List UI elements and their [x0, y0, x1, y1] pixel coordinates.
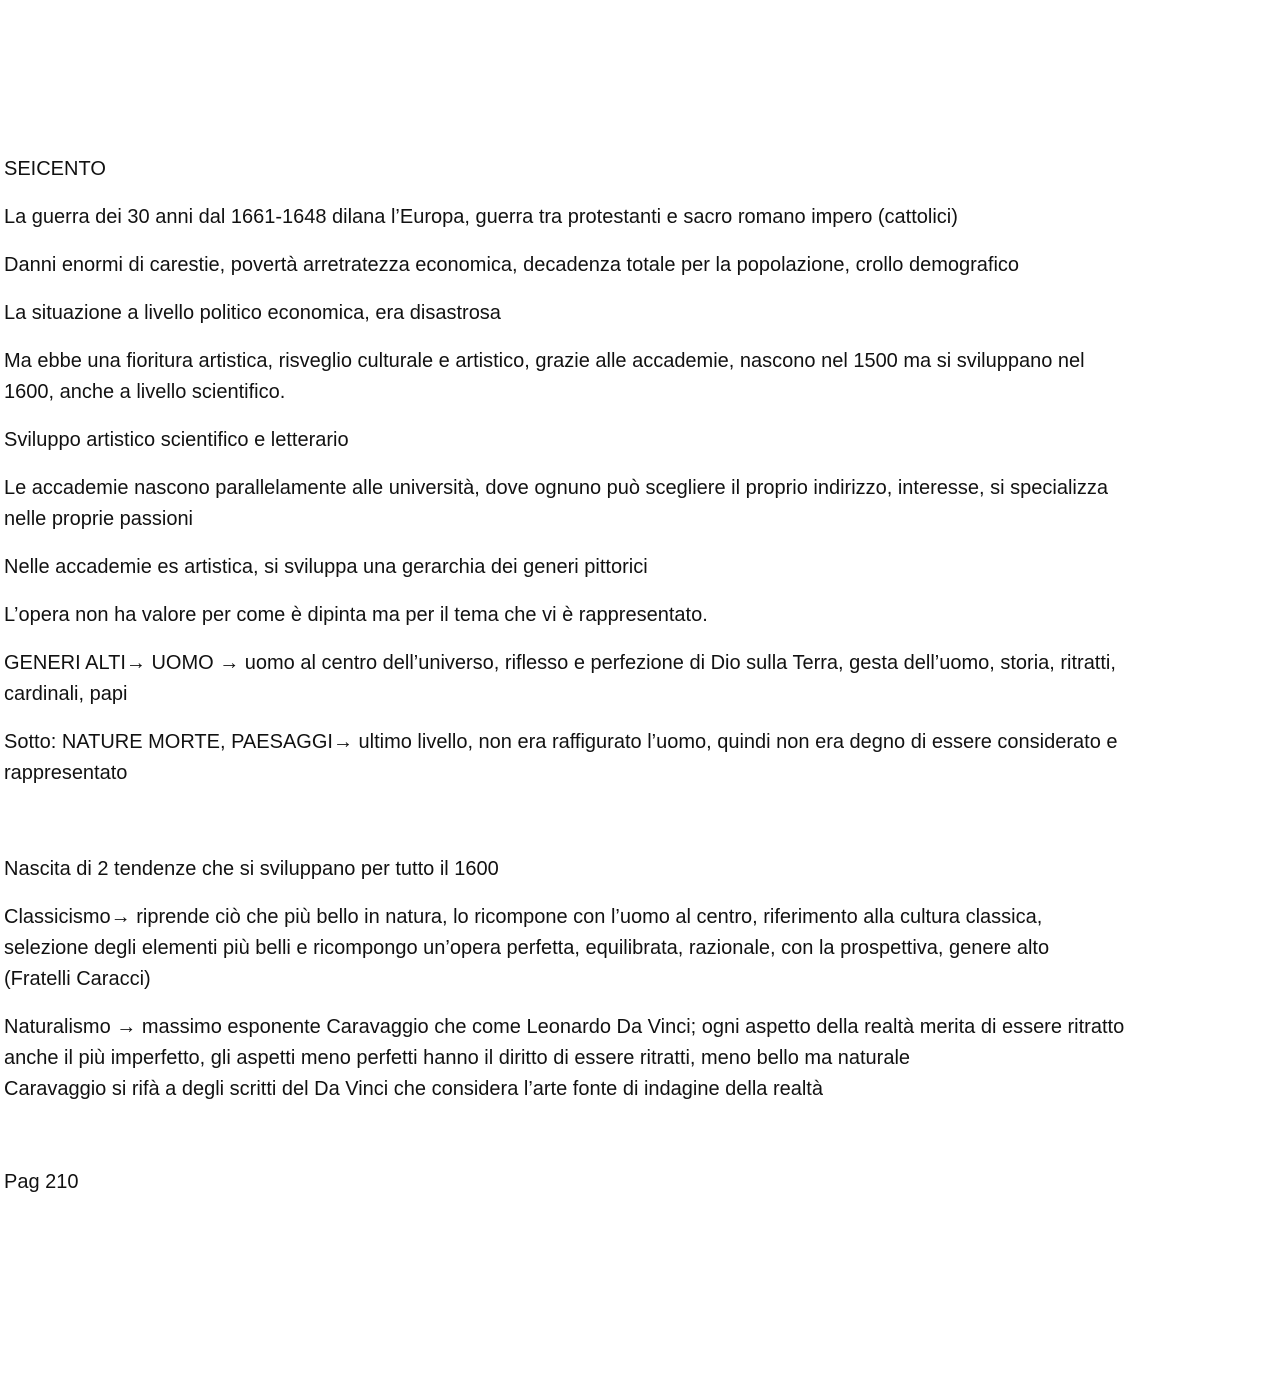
section-part1	[4, 202, 1234, 789]
paragraph-line: Nascita di 2 tendenze che si sviluppano per tutto il 1600	[4, 858, 499, 880]
spacer	[4, 806, 1234, 854]
paragraph-line: Naturalismo → massimo esponente Caravaggio che come Leonardo Da Vinci; ogni aspetto della realtà merita di essere ritratto	[4, 1016, 1125, 1038]
paragraph-line: Sotto: NATURE MORTE, PAESAGGI→ ultimo livello, non era raffigurato l’uomo, quindi non era degno di essere considerato e	[4, 731, 1118, 753]
paragraph-line: (Fratelli Caracci)	[4, 968, 151, 990]
paragraph-line: Le accademie nascono parallelamente alle università, dove ognuno può scegliere il proprio indirizzo, interesse, si specializza	[4, 477, 1108, 499]
document-title: SEICENTO	[4, 158, 106, 180]
paragraph-line: La guerra dei 30 anni dal 1661-1648 dilana l’Europa, guerra tra protestanti e sacro romano impero (cattolici)	[4, 206, 958, 228]
paragraph-line: rappresentato	[4, 762, 128, 784]
paragraph	[4, 648, 1234, 710]
paragraph	[4, 854, 1234, 885]
document-body	[4, 154, 1234, 1215]
paragraph	[4, 250, 1234, 281]
paragraph	[4, 727, 1234, 789]
paragraph-line: Nelle accademie es artistica, si sviluppa una gerarchia dei generi pittorici	[4, 556, 648, 578]
paragraph	[4, 902, 1234, 995]
paragraph	[4, 1012, 1234, 1105]
paragraph-line: L’opera non ha valore per come è dipinta ma per il tema che vi è rappresentato.	[4, 604, 708, 626]
paragraph-line: GENERI ALTI→ UOMO → uomo al centro dell’universo, riflesso e perfezione di Dio sulla Terra, gesta dell’uomo, storia, ritratti,	[4, 652, 1116, 674]
paragraph-line: nelle proprie passioni	[4, 508, 194, 530]
paragraph-line: Ma ebbe una fioritura artistica, risveglio culturale e artistico, grazie alle accademie, nascono nel 1500 ma si sviluppano nel	[4, 350, 1085, 372]
paragraph-line: Danni enormi di carestie, povertà arretratezza economica, decadenza totale per la popolazione, crollo demografico	[4, 254, 1020, 276]
paragraph-line: Caravaggio si rifà a degli scritti del Da Vinci che considera l’arte fonte di indagine della realtà	[4, 1078, 823, 1100]
paragraph	[4, 473, 1234, 535]
paragraph	[4, 346, 1234, 408]
paragraph-line: 1600, anche a livello scientifico.	[4, 381, 286, 403]
spacer	[4, 1122, 1234, 1167]
paragraph	[4, 298, 1234, 329]
paragraph-line: cardinali, papi	[4, 683, 128, 705]
paragraph-line: La situazione a livello politico economica, era disastrosa	[4, 302, 501, 324]
paragraph	[4, 600, 1234, 631]
paragraph	[4, 425, 1234, 456]
paragraph	[4, 202, 1234, 233]
paragraph-line: Classicismo→ riprende ciò che più bello in natura, lo ricompone con l’uomo al centro, riferimento alla cultura classica,	[4, 906, 1043, 928]
paragraph	[4, 552, 1234, 583]
paragraph-line: Sviluppo artistico scientifico e letterario	[4, 429, 349, 451]
paragraph-line: anche il più imperfetto, gli aspetti meno perfetti hanno il diritto di essere ritratti, meno bello ma naturale	[4, 1047, 911, 1069]
page-reference: Pag 210	[4, 1171, 79, 1193]
paragraph-line: selezione degli elementi più belli e ricompongo un’opera perfetta, equilibrata, razionale, con la prospettiva, genere alto	[4, 937, 1050, 959]
section-part2	[4, 854, 1234, 1105]
